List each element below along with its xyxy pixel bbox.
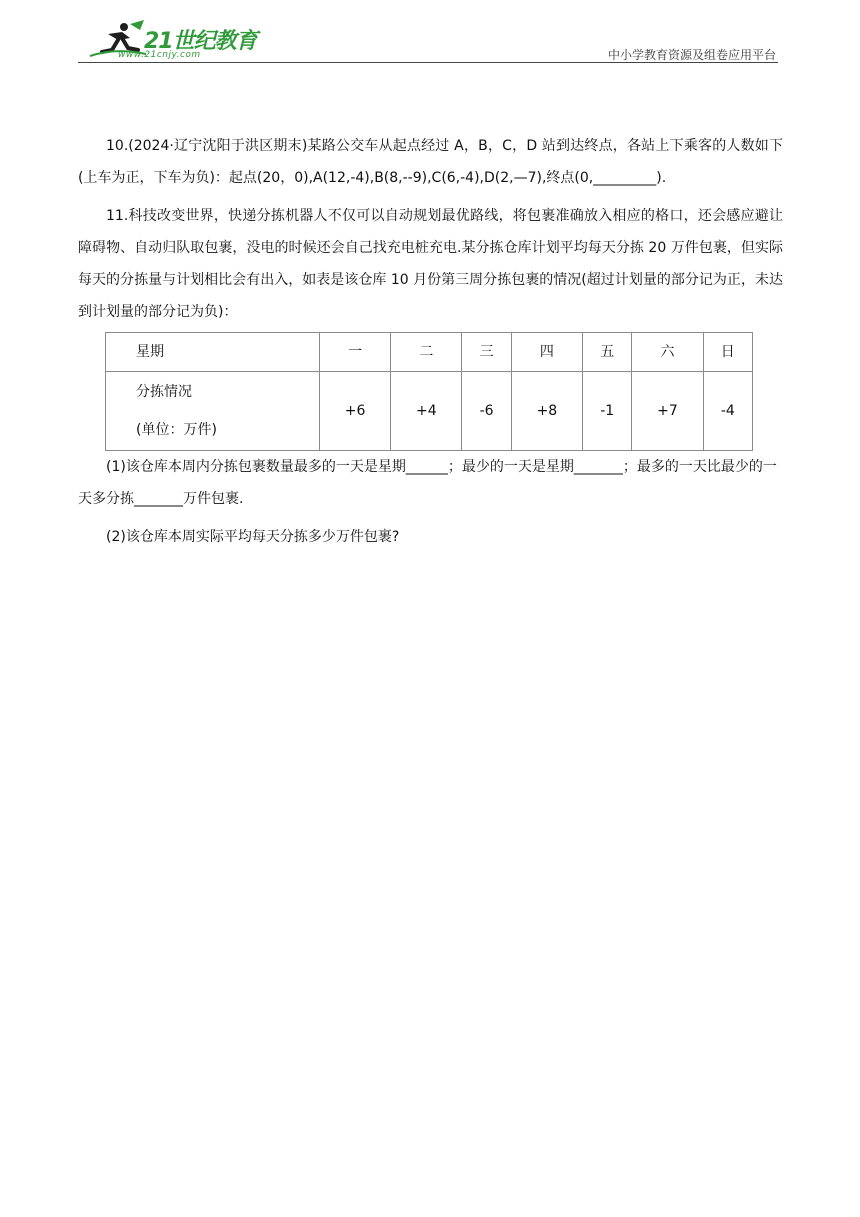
day-cell: 二 — [391, 333, 462, 372]
question-11: 11.科技改变世界，快递分拣机器人不仅可以自动规划最优路线，将包裹准确放入相应的格口，还会感应避让障碍物、自动归队取包裹，没电的时候还会自己找充电桩充电.某分拣仓库计划平均每天分拣 20 万件包裹，但实际每天的分拣量与计划相比会有出入，如表是该仓库 10 月份第三周分拣包裹的情况(超过计划量的部分记为正，未达到计划量的部分记为负)： — [78, 208, 783, 320]
day-cell: 五 — [583, 333, 632, 372]
value-cell: -6 — [462, 372, 511, 451]
value-cell: -4 — [703, 372, 752, 451]
day-cell: 四 — [511, 333, 582, 372]
question-content — [78, 130, 783, 553]
value-cell: +6 — [320, 372, 391, 451]
table-header-row — [106, 333, 753, 372]
table-value-row — [106, 372, 753, 451]
row-label-line1: 分拣情况 — [136, 384, 192, 400]
row-label — [106, 372, 320, 451]
site-logo — [88, 18, 268, 64]
logo-url: www.21cnjy.com — [118, 50, 201, 60]
value-cell: +4 — [391, 372, 462, 451]
day-cell: 日 — [703, 333, 752, 372]
platform-name: 中小学教育资源及组卷应用平台 — [607, 48, 776, 62]
value-cell: -1 — [583, 372, 632, 451]
value-cell: +7 — [632, 372, 703, 451]
logo-wordmark: 21世纪教育 — [144, 29, 257, 54]
sub-question-2: (2)该仓库本周实际平均每天分拣多少万件包裹? — [106, 529, 400, 545]
question-10: 10.(2024·辽宁沈阳于洪区期末)某路公交车从起点经过 A，B，C，D 站到达终点，各站上下乘客的人数如下(上车为正，下车为负)：起点(20，0),A(12,-4),B(8,--9),C(6,-4),D(2,—7),终点(0,_________). — [78, 138, 783, 186]
page-header — [78, 18, 778, 64]
day-cell: 六 — [632, 333, 703, 372]
header-divider — [78, 62, 778, 63]
weekday-header-label: 星期 — [106, 333, 320, 372]
sub-question-1: (1)该仓库本周内分拣包裹数量最多的一天是星期______；最少的一天是星期_______；最多的一天比最少的一天多分拣_______万件包裹. — [78, 459, 777, 507]
day-cell: 一 — [320, 333, 391, 372]
sorting-table — [105, 332, 753, 451]
day-cell: 三 — [462, 333, 511, 372]
row-label-line2: (单位：万件) — [136, 422, 217, 438]
value-cell: +8 — [511, 372, 582, 451]
